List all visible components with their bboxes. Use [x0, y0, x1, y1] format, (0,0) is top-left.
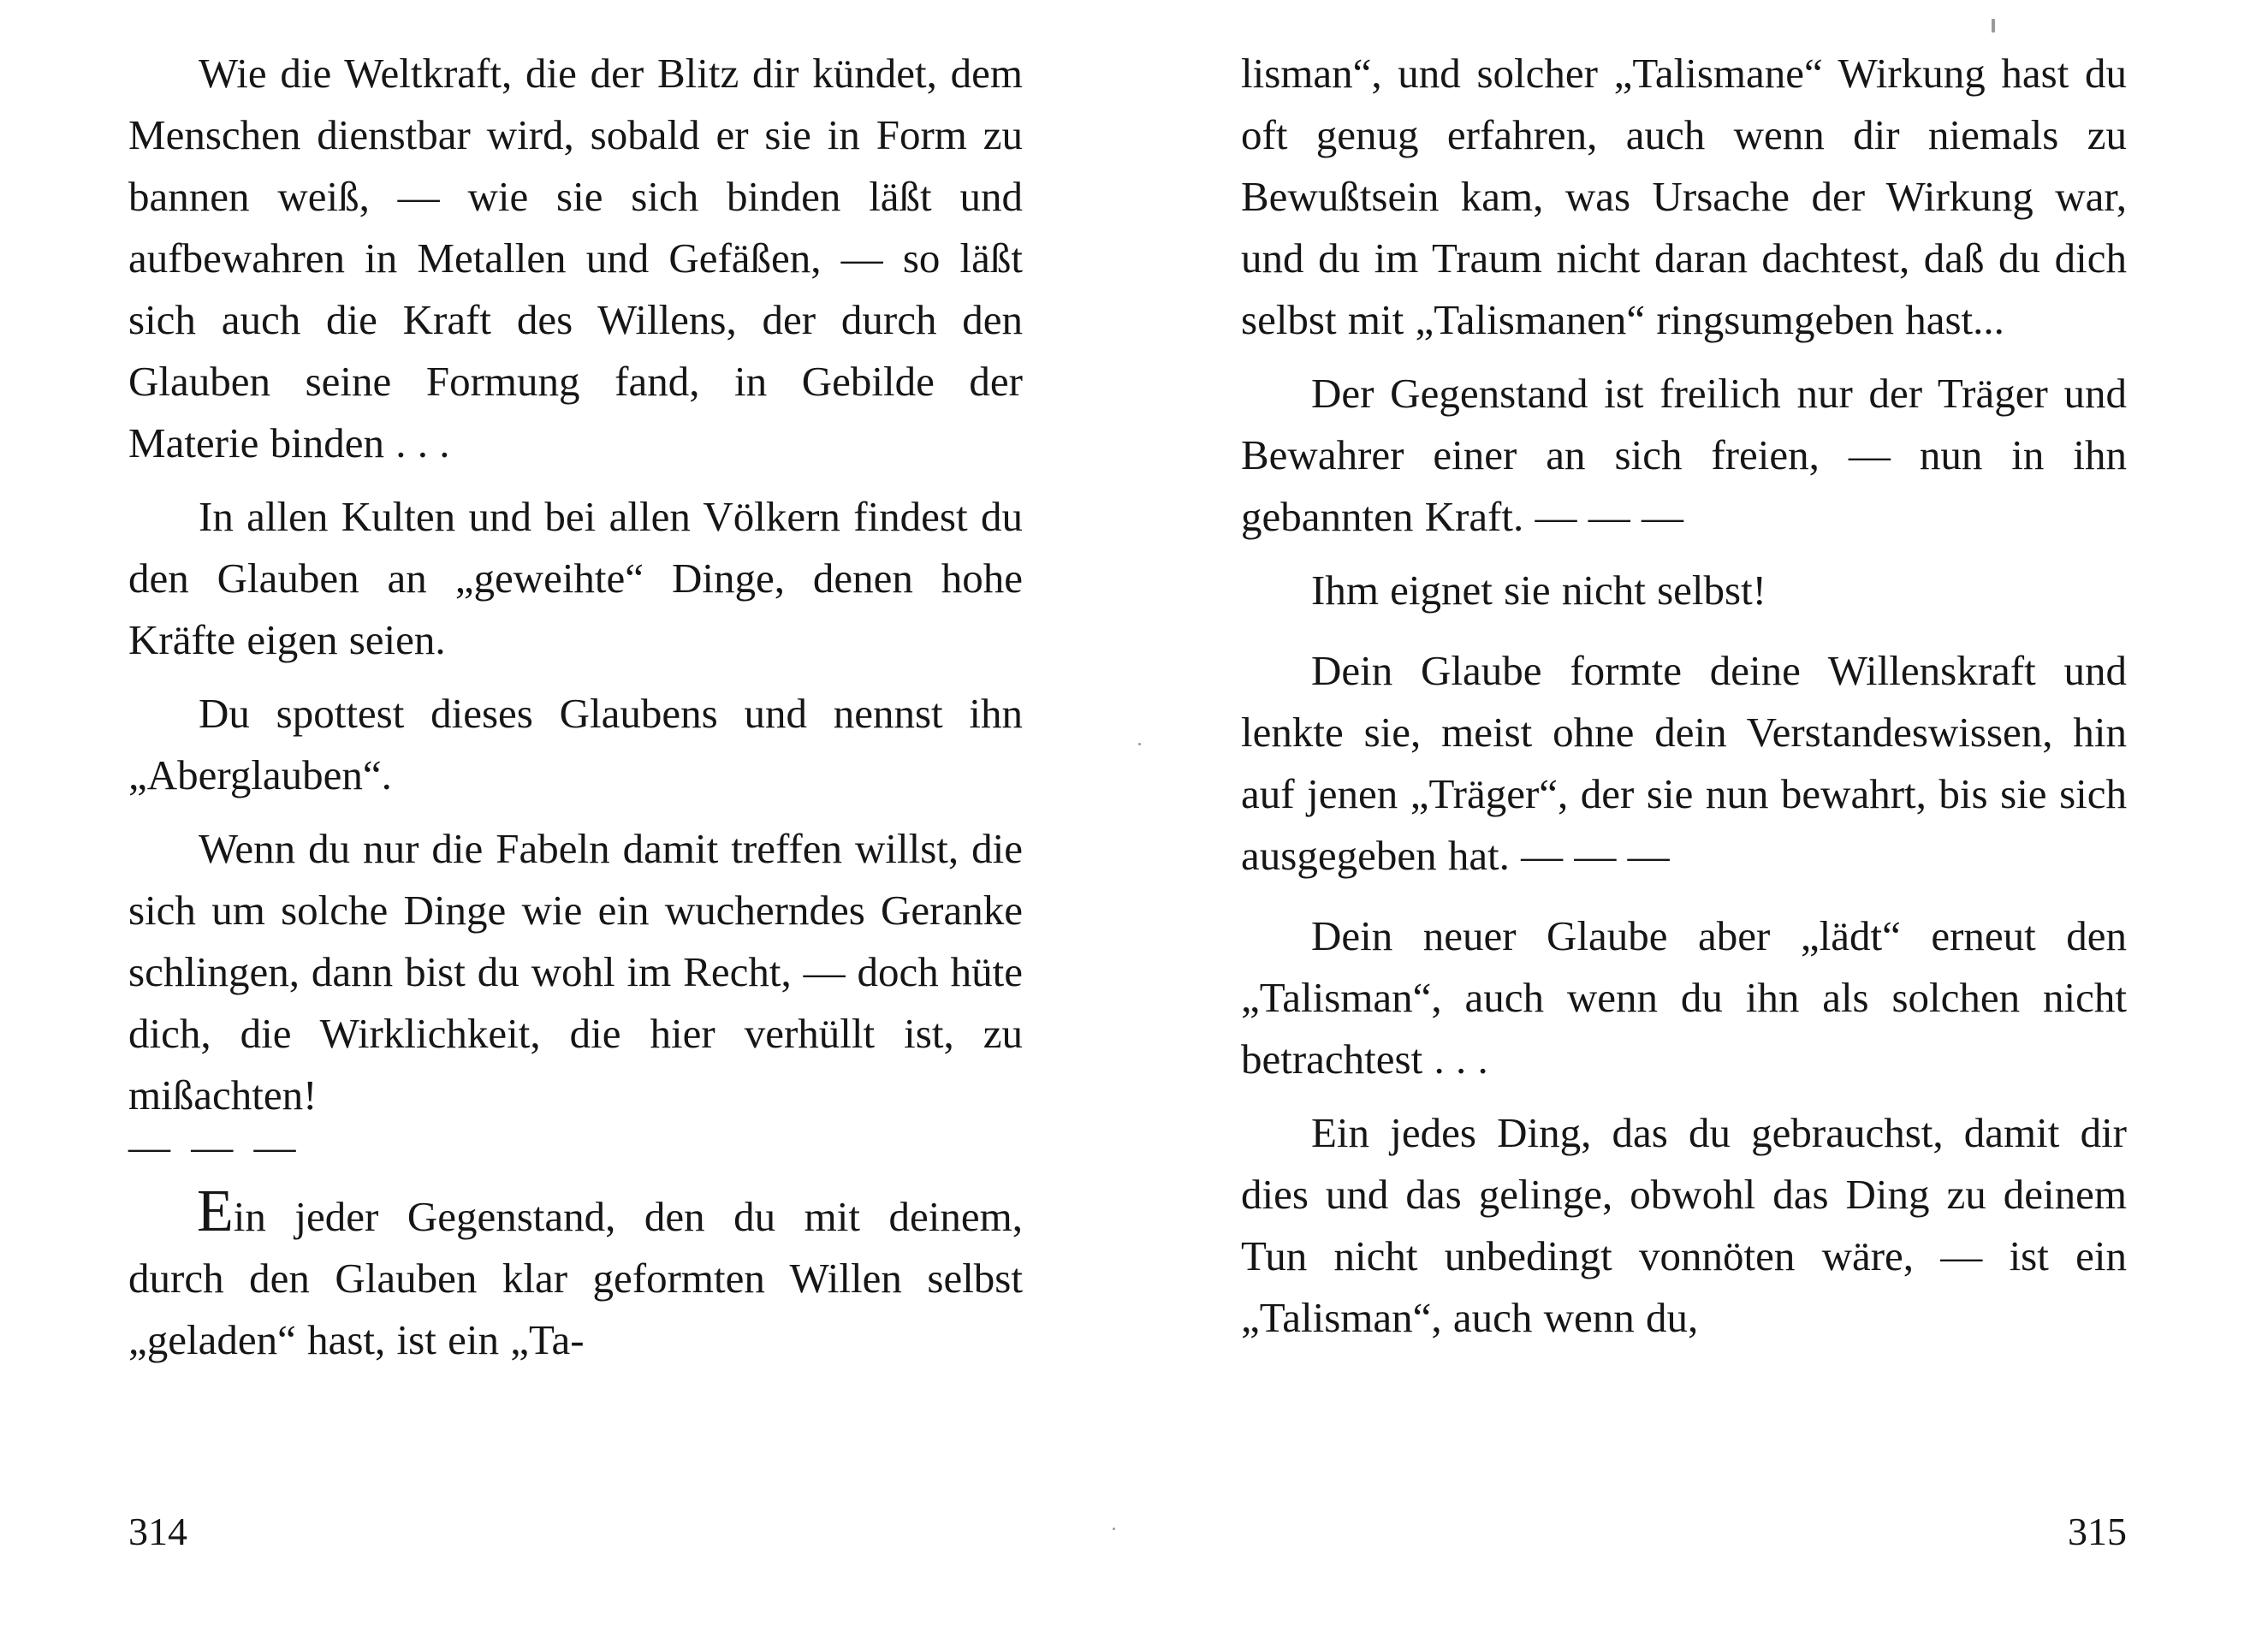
paragraph: In allen Kulten und bei allen Völkern findest du den Glauben an „geweihte“ Dinge, denen hohe Kräfte eigen seien.	[128, 493, 1023, 663]
paragraph-continued: lisman“, und solcher „Talismane“ Wirkung hast du oft genug erfahren, auch wenn dir niemals zu Bewußtsein kam, was Ursache der Wirkung war, und du im Traum nicht daran dachtest, daß du dich selbst mit „Talismanen“ ringsumgeben hast...	[1241, 50, 2127, 343]
page-number: 315	[2068, 1510, 2127, 1553]
paragraph-with-dropcap	[128, 1178, 1023, 1371]
paragraph: Der Gegenstand ist freilich nur der Träger und Bewahrer einer an sich freien, — nun in ihn gebannten Kraft. — — —	[1241, 370, 2127, 540]
paragraph: Wie die Weltkraft, die der Blitz dir kündet, dem Menschen dienstbar wird, sobald er sie in Form zu bannen weiß, — wie sie sich binden läßt und aufbewahren in Metallen und Gefäßen, — so läßt sich auch die Kraft des Willens, der durch den Glauben seine Formung fand, in Gebilde der Materie binden . . .	[128, 50, 1023, 466]
right-page	[1241, 0, 2127, 1626]
paragraph: Ihm eignet sie nicht selbst!	[1311, 567, 1766, 614]
paragraph-text: in jeder Gegenstand, den du mit deinem, durch den Glauben klar geformten Willen selbst „geladen“ hast, ist ein „Ta-	[128, 1193, 1023, 1363]
paragraph: Wenn du nur die Fabeln damit treffen willst, die sich um solche Dinge wie ein wucherndes Geranke schlingen, dann bist du wohl im Recht, — doch hüte dich, die Wirklichkeit, die hier verhüllt ist, zu mißachten!	[128, 825, 1023, 1119]
page-number: 314	[128, 1510, 187, 1553]
paragraph: Dein neuer Glaube aber „lädt“ erneut den „Talisman“, auch wenn du ihn als solchen nicht betrachtest . . .	[1241, 912, 2127, 1083]
drop-capital: E	[197, 1178, 234, 1244]
left-page	[128, 0, 1023, 1626]
scan-speck	[1992, 19, 1995, 33]
scan-speck	[1138, 743, 1141, 745]
scan-speck	[1113, 1528, 1115, 1530]
paragraph: Du spottest dieses Glaubens und nennst ihn „Aberglauben“.	[128, 690, 1023, 798]
paragraph: Ein jedes Ding, das du gebrauchst, damit dir dies und das gelinge, obwohl das Ding zu deinem Tun nicht unbedingt vonnöten wäre, — ist ein „Talisman“, auch wenn du,	[1241, 1109, 2127, 1341]
paragraph: Dein Glaube formte deine Willenskraft und lenkte sie, meist ohne dein Verstandeswissen, hin auf jenen „Träger“, der sie nun bewahrt, bis sie sich ausgegeben hat. — — —	[1241, 647, 2127, 879]
section-break: — — —	[128, 1123, 301, 1170]
